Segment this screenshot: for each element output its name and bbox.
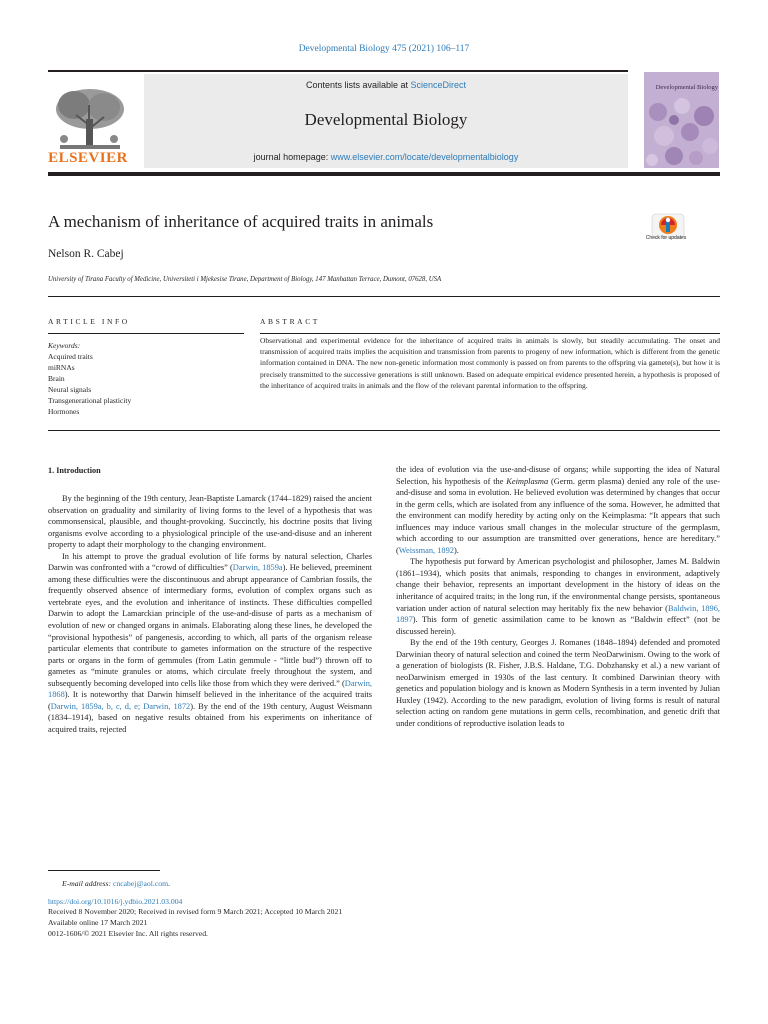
paragraph-text: the idea of evolution via the use-and-disuse of organs; while supporting the idea of Natural Selection, his hypothesis of the <box>396 465 720 486</box>
body-column-left <box>48 493 372 735</box>
homepage-line <box>144 152 628 162</box>
keyword-item: Hormones <box>48 407 80 416</box>
paragraph-text: ). This form of genetic assimilation came to be known as “Baldwin effect” (not be discussed herein). <box>396 615 720 636</box>
keyword-item: Brain <box>48 374 65 383</box>
journal-cover-image[interactable] <box>644 72 719 168</box>
abstract-heading: ABSTRACT <box>260 317 320 326</box>
keywords-list <box>48 340 244 417</box>
article-title: A mechanism of inheritance of acquired traits in animals <box>48 212 434 231</box>
sciencedirect-link[interactable]: ScienceDirect <box>410 80 467 90</box>
keyword-item: Acquired traits <box>48 352 93 361</box>
article-info-heading: ARTICLE INFO <box>48 317 130 326</box>
keywords-label: Keywords: <box>48 341 81 350</box>
keyword-item: Transgenerational plasticity <box>48 396 132 405</box>
italic-term: Keimplasma <box>506 476 549 486</box>
keyword-item: Neural signals <box>48 385 92 394</box>
journal-title: Developmental Biology <box>304 110 468 129</box>
abstract-bottom-rule <box>48 430 720 431</box>
paragraph-text: (Germ. germ plasma) denied any role of the use-and-disuse and soma in evolution. He believed evolution was determined by changes that occur in the germ cells, which are isolated from any influence of the soma. However, he admitted that the environment can modify heredity by acting only on the Keimplasma: “It appears that such influences may induce various small changes in the molecular structure of the germplasm, which according to our assumption are transmitted over generations, hence are hereditary.” ( <box>396 476 720 555</box>
paragraph-text: In his attempt to prove the gradual evolution of life forms by natural selection, Charles Darwin was confronted with a “crowd of difficulties” ( <box>48 551 372 573</box>
contents-line <box>144 80 628 90</box>
paragraph-text: ). He believed, preeminent among these difficulties were the discontinuous and abrupt appearance of Cambrian fossils, the frequently observed absence of intermediary forms, evolution of complex organs such as vertebrate eyes, and the evolution and inheritance of instincts. These difficulties compelled Darwin to adopt the Lamarckian principle of the use-and-disuse of parts as a mechanism of evolution of new or changed organs in animals. Elaborating along these lines, he developed the “provisional hypothesis” of pangenesis, according to which, all parts of the organism release particular elements that contribute to gametes information on the structure of the respective parts or organs in the form of gemmules (from Latin gemmule - “little bud”) thrown off to gametes as “minute granules or atoms, which circulate freely throughout the system, and subsequently becoming developed into cells like those from which they were derived.” ( <box>48 563 372 688</box>
paragraph-text: The hypothesis put forward by American psychologist and philosopher, James M. Baldwin (1861–1934), which posits that animals, responding to changes in environment, adaptively change their behavior, represents an important development in the history of ideas on the inheritance of acquired traits; in the long run, if the environmental change persists, spontaneous variation under action of natural selection may heritably fix the new behavior ( <box>396 557 720 613</box>
paragraph-text: ). It is noteworthy that Darwin himself believed in the inheritance of the acquired traits ( <box>48 690 372 711</box>
email-end: . <box>168 879 170 888</box>
abstract-text: Observational and experimental evidence for the inheritance of acquired traits in animals is slowly, but steadily accumulating. The onset and transmission of acquired traits implies the acquisition and transmission from parents to progeny of new information, which is different from the genetic information contained in DNA. The new non-genetic information most commonly is passed on from parents to the offspring via gamete(s), but how it is precisely transmitted to the successive generations is still unknown. Based on adequate empirical evidence presented herein, a hypothesis is proposed of the inheritance of acquired traits in animals and the flow of the relevant parental information to the offspring. <box>260 336 720 390</box>
received-dates: Received 8 November 2020; Received in revised form 9 March 2021; Accepted 10 March 2021 <box>48 907 343 917</box>
cover-title: Developmental Biology <box>655 84 718 91</box>
citation-link[interactable]: Baldwin, 1896, 1897 <box>396 603 720 625</box>
author-name[interactable]: Nelson R. Cabej <box>48 248 124 260</box>
email-footnote <box>48 879 720 890</box>
masthead-rule <box>48 172 720 176</box>
doi-link[interactable]: https://doi.org/10.1016/j.ydbio.2021.03.004 <box>48 896 183 906</box>
title-rule <box>48 296 720 297</box>
contents-prefix: Contents lists available at <box>305 80 411 90</box>
citation-link[interactable]: Weissman, 1892 <box>398 545 454 555</box>
paragraph <box>48 551 372 736</box>
footnote-rule <box>48 870 160 871</box>
online-date: Available online 17 March 2021 <box>48 918 148 928</box>
email-label: E-mail address: <box>62 879 112 888</box>
section-heading-introduction: 1. Introduction <box>48 466 101 475</box>
paragraph-text: ). <box>453 545 459 555</box>
article-footer <box>48 879 720 940</box>
citation-link[interactable]: Darwin, 1859a <box>232 563 283 573</box>
paragraph <box>396 556 720 637</box>
header-rule <box>48 70 628 72</box>
citation-link[interactable]: Darwin, 1859a, b, c, d, e; Darwin, 1872 <box>50 701 191 711</box>
journal-reference-link[interactable]: Developmental Biology 475 (2021) 106–117 <box>298 44 470 54</box>
crossmark-label: Check for updates <box>645 235 687 241</box>
paragraph: By the beginning of the 19th century, Jean-Baptiste Lamarck (1744–1829) raised the ancient observation on graduality and similarity of living forms to the level of a hypothesis that was commonsensical, plausible, and thought-provoking. Succinctly, his doctrine posits that living organisms evolve according to a physiological principle of the use-and-disuse and an inherent property to adapt their morphology to the changing environment. <box>48 494 372 550</box>
email-link[interactable]: cncabej@aol.com <box>112 879 169 888</box>
copyright-line: 0012-1606/© 2021 Elsevier Inc. All rights reserved. <box>48 928 208 938</box>
body-column-right <box>396 464 720 730</box>
author-affiliation: University of Tirana Faculty of Medicine, Universiteti i Mjekesise Tirane, Department of Biology, 147 Manhattan Terrace, Dumont, 07628, USA <box>48 276 442 283</box>
abstract-rule <box>260 333 720 334</box>
paragraph <box>396 464 720 556</box>
article-info-rule <box>48 333 244 334</box>
homepage-prefix: journal homepage: <box>253 152 331 162</box>
paragraph-text: ). By the end of the 19th century, August Weismann (1834–1914), based on negative results obtained from his experiments on inheritance of acquired traits, rejected <box>48 701 372 734</box>
paragraph: By the end of the 19th century, Georges J. Romanes (1848–1894) defended and promoted Darwinian theory of natural selection and coined the term NeoDarwinism. Owing to the work of a generation of biologists (R. Fisher, J.B.S. Haldane, T.G. Dobzhansky et al.) a new variant of neoDarwinism emerged in 1930s of the last century. It combined Darwinian theory with genetics and population biology and is known as Modern Synthesis in a term invented by Julian Huxley (1942). According to the new paradigm, evolution of living forms is result of natural selection acting on random gene mutations in germ cells, recombination, and genetic drift that under conditions of reproductive isolation leads to <box>396 638 720 729</box>
homepage-link[interactable]: www.elsevier.com/locate/developmentalbiology <box>330 152 519 162</box>
keyword-item: miRNAs <box>48 363 75 372</box>
elsevier-wordmark: ELSEVIER <box>48 150 128 166</box>
crossmark-icon[interactable] <box>648 212 688 252</box>
citation-link[interactable]: Darwin, 1868 <box>48 678 372 700</box>
